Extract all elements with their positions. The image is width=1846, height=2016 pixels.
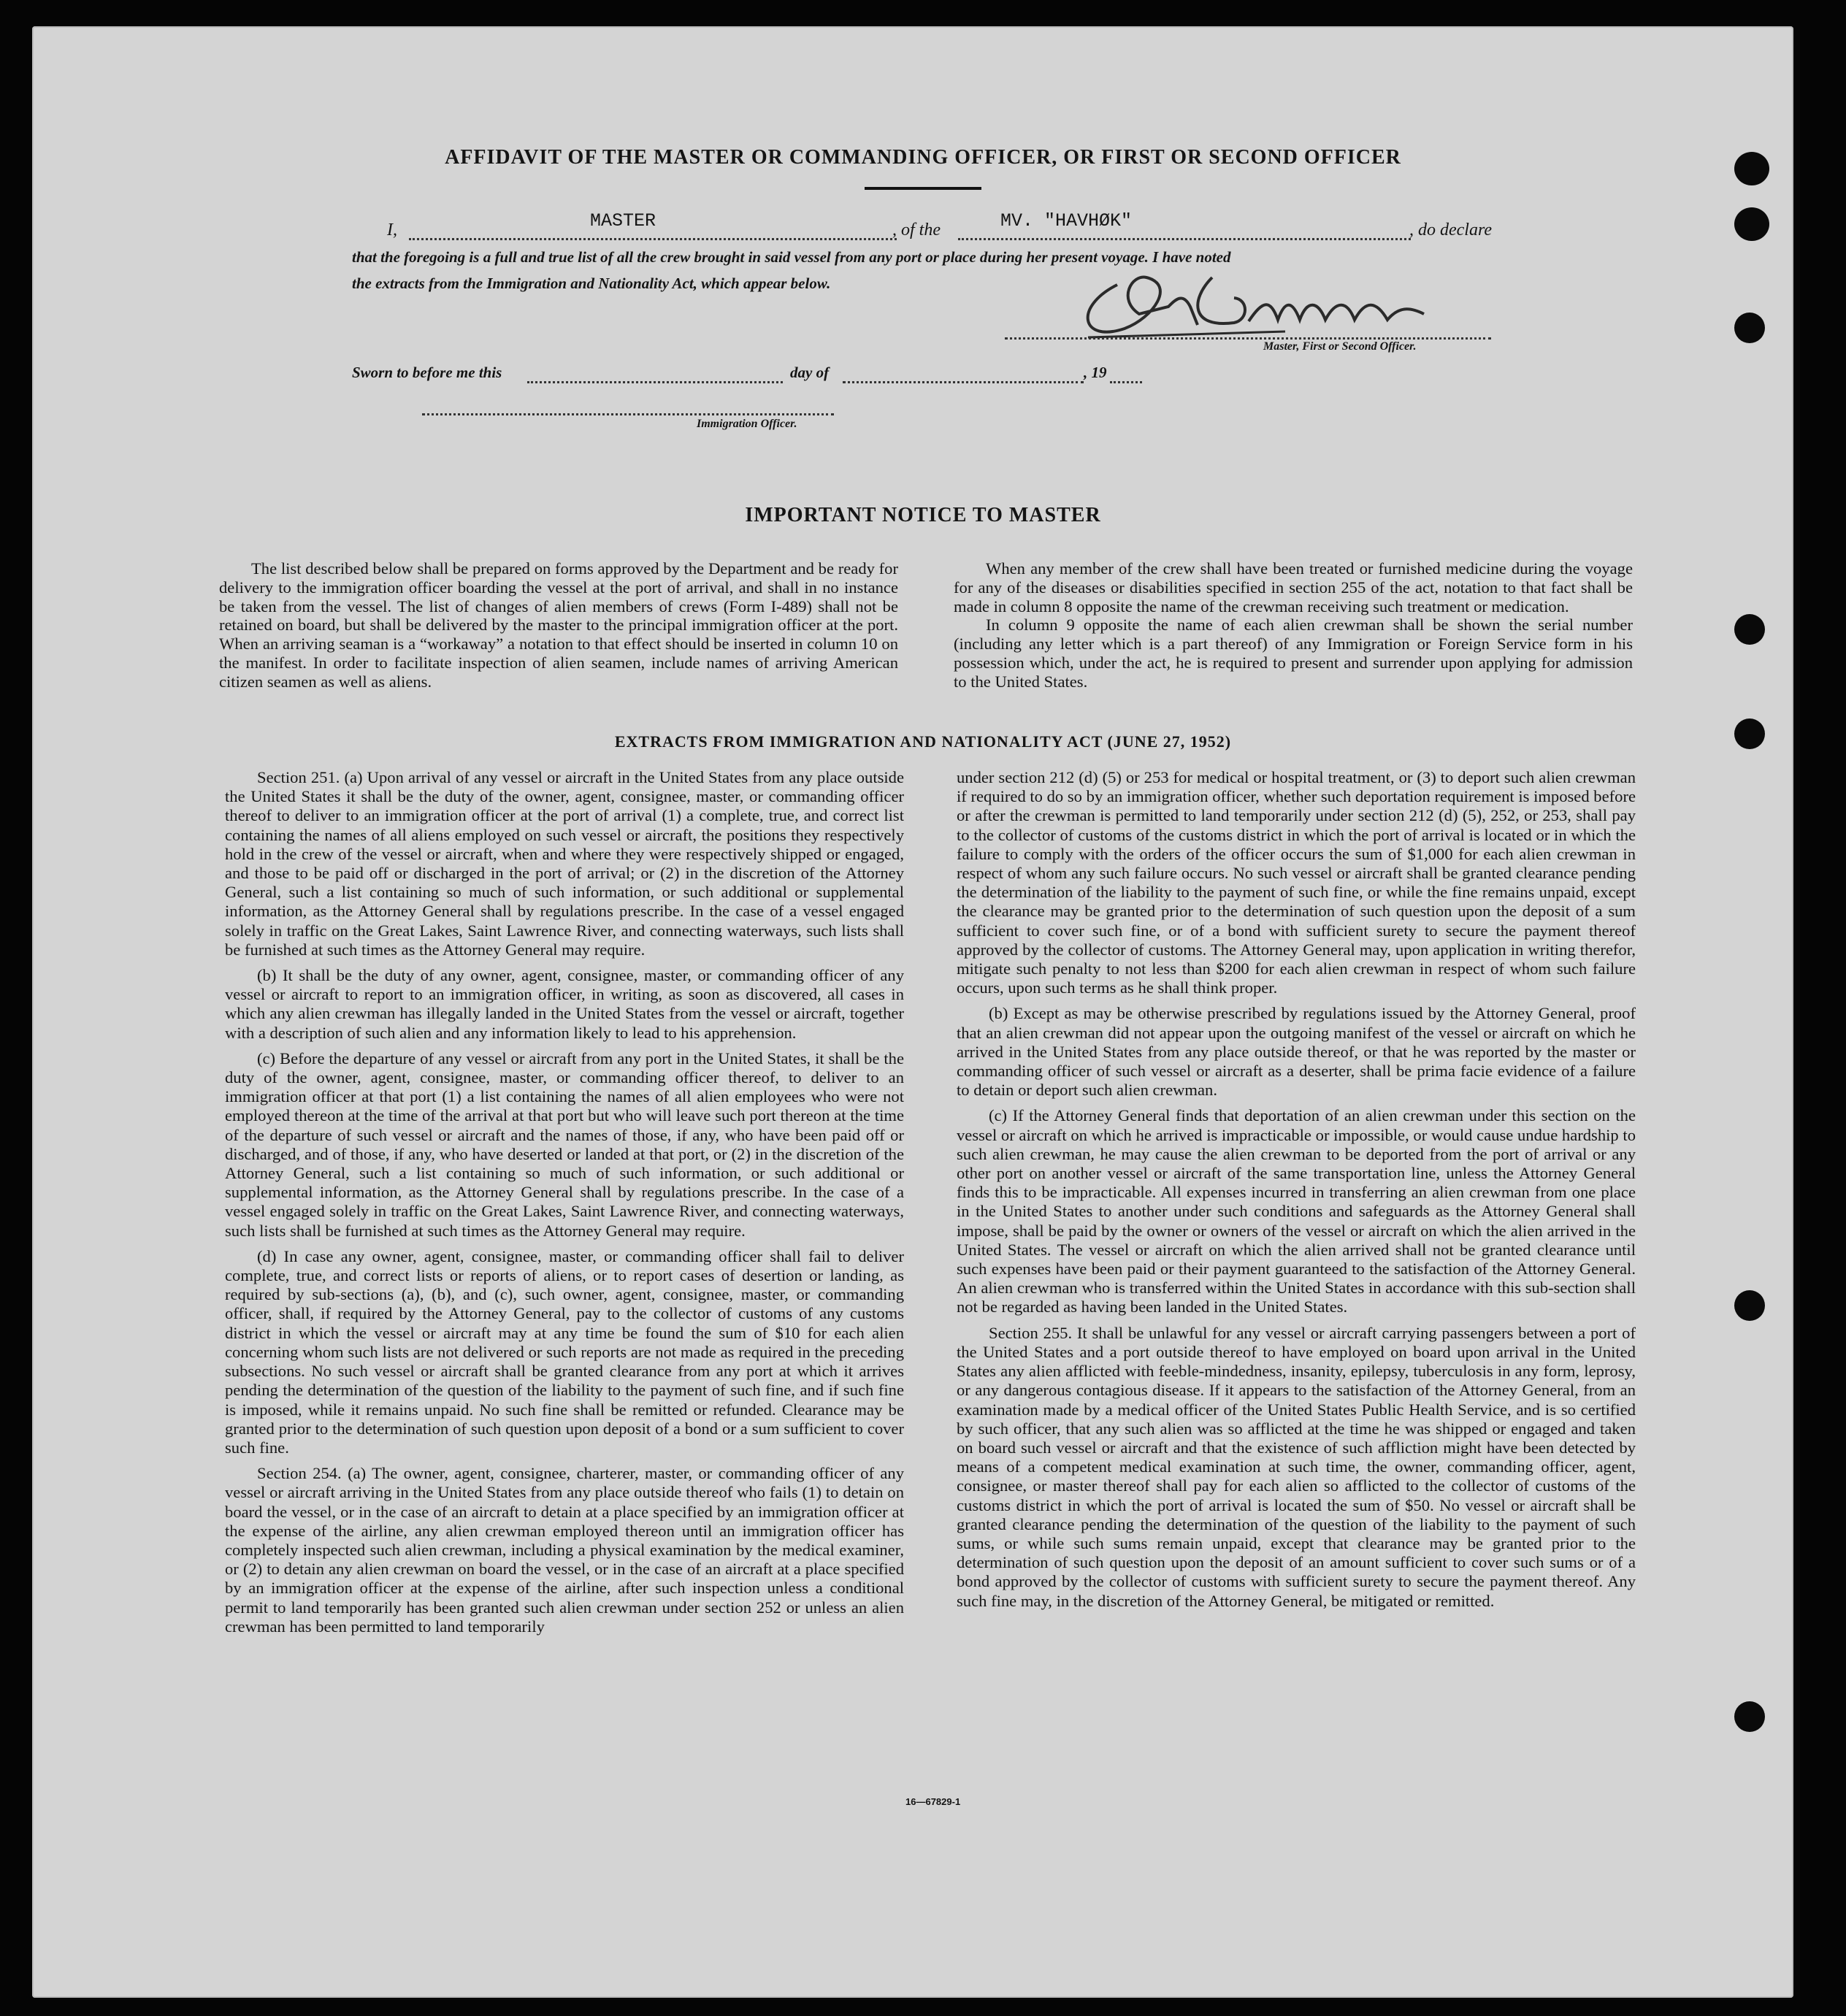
- section-254c: (c) If the Attorney General finds that deportation of an alien crewman under this section on the vessel or aircraft on which he arrived is impracticable or impossible, or would cause undue hardship to such alien crewman, he may cause the alien crewman to be deported from the port of arrival or any other port on another vessel or aircraft of the same transportation line, unless the Attorney General finds this to be impracticable. All expenses incurred in transferring an alien crewman from one place in the United States to another under such conditions and safeguards as the Attorney General shall impose, shall be paid by the owner or owners of the vessel or aircraft on which the alien arrived in the United States. The vessel or aircraft on which the alien arrived shall not be granted clearance until such expenses have been paid or their payment guaranteed to the satisfaction of the Attorney General. An alien crewman who is transferred within the United States in accordance with this sub-section shall not be regarded as having been landed in the United States.: [957, 1106, 1636, 1316]
- officer-caption: Immigration Officer.: [697, 418, 797, 430]
- binder-hole-6: [1734, 1290, 1765, 1321]
- extracts-left-column: [225, 768, 904, 1643]
- section-251c: (c) Before the departure of any vessel or aircraft from any port in the United States, it shall be the duty of the owner, agent, consignee, master, or commanding officer thereof, to deliver to an immigration officer at that port (1) a list containing the names of all alien employees who were not employed thereon at the time of the arrival at that port but who will leave such port thereon at the time of the departure of such vessel or aircraft and the names of those, if any, who have been paid off or discharged, and of those, if any, who have deserted or landed at that port, or (2) in the discretion of the Attorney General, such a list containing so much of such information, or such additional or supplemental information, as the Attorney General shall by regulations prescribe. In the case of a vessel engaged solely in traffic on the Great Lakes, Saint Lawrence River, and connecting waterways, such lists shall be furnished at such times as the Attorney General may require.: [225, 1049, 904, 1240]
- binder-hole-2: [1734, 207, 1769, 241]
- binder-hole-4: [1734, 614, 1765, 645]
- binder-hole-3: [1734, 313, 1765, 343]
- section-254a-continued: under section 212 (d) (5) or 253 for medical or hospital treatment, or (3) to deport such alien crewman if required to do so by an immigration officer, whether such deportation requirement is imposed before or after the crewman is permitted to land temporarily under section 212 (d) (5), 252, or 253, shall pay to the collector of customs of the customs district in which the port of arrival is located or in which the failure to comply with the orders of the officer occurs the sum of $1,000 for each alien crewman in respect of whom any such failure occurs. No such vessel or aircraft shall be granted clearance pending the determination of the liability to the payment of such fine, or while the fine remains unpaid, except the clearance may be granted prior to the determination of such question upon the deposit of a sum sufficient to cover such fine, or of a bond with sufficient surety to secure the payment thereof approved by the collector of customs. The Attorney General may, upon application in writing therefor, mitigate such penalty to not less than $200 for each alien crewman in respect of whom such failure occurs, upon such terms as he shall think proper.: [957, 768, 1636, 997]
- notice-right-p1: When any member of the crew shall have been treated or furnished medicine during the voyage for any of the diseases or disabilities specified in section 255 of the act, notation to that fact shall be made in column 8 opposite the name of the crewman receiving such treatment or medication.: [954, 559, 1633, 616]
- name-line: [409, 238, 897, 240]
- of-the-label: , of the: [892, 221, 941, 239]
- notice-right: [954, 559, 1633, 691]
- sworn-day-line: [527, 381, 783, 383]
- section-251b: (b) It shall be the duty of any owner, agent, consignee, master, or commanding officer of any vessel or aircraft to report to an immigration officer, in writing, as soon as discovered, all cases in which any alien crewman has illegally landed in the United States from the vessel or aircraft, together with a description of such alien and any information likely to lead to his apprehension.: [225, 966, 904, 1042]
- do-declare-label: , do declare: [1409, 221, 1493, 239]
- name-field[interactable]: MASTER: [590, 210, 656, 231]
- signature-line: [1005, 337, 1491, 340]
- vessel-field[interactable]: MV. "HAVHØK": [1000, 210, 1133, 231]
- officer-line: [422, 413, 834, 415]
- day-of-label: day of: [790, 364, 830, 381]
- affidavit-title: AFFIDAVIT OF THE MASTER OR COMMANDING OFFICER, OR FIRST OR SECOND OFFICER: [445, 146, 1401, 169]
- title-underline: [865, 187, 981, 190]
- section-255: Section 255. It shall be unlawful for any vessel or aircraft carrying passengers between a port of the United States and a port outside thereof to have employed on board upon arrival in the United States any alien afflicted with feeble-mindedness, insanity, epilepsy, tuberculosis in any form, leprosy, or any dangerous contagious disease. If it appears to the satisfaction of the Attorney General, from an examination made by a medical officer of the United States Public Health Service, and is so certified by such officer, that any such alien was so afflicted at the time he was shipped or engaged and taken on board such vessel or aircraft and that the existence of such affliction might have been detected by means of a competent medical examination at such time, the owner, commanding officer, agent, consignee, or master thereof shall pay for each alien so afflicted to the collector of customs of the customs district in which the port of arrival is located the sum of $50. No vessel or aircraft shall be granted clearance pending the determination of the question of the liability to the payment of such sums, or while such sums remain unpaid, except that clearance may be granted prior to the determination of such question upon the deposit of an amount sufficient to cover such sums or of a bond approved by the collector of customs with sufficient surety to secure the payment thereof. Any such fine may, in the discretion of the Attorney General, be mitigated or remitted.: [957, 1323, 1636, 1610]
- section-251d: (d) In case any owner, agent, consignee, master, or commanding officer shall fail to deliver complete, true, and correct lists or reports of aliens, or to report cases of desertion or landing, as required by sub-sections (a), (b), and (c), such owner, agent, consignee, master, or commanding officer, shall, if required by the Attorney General, pay to the collector of customs of any customs district in which the vessel or aircraft may at any time be found the sum of $10 for each alien concerning whom such lists are not delivered or such reports are not made as required in the preceding subsections. No such vessel or aircraft shall be granted clearance from any port at which it arrives pending the determination of the question of the liability to the payment of such fine, and if such fine is imposed, while it remains unpaid. No such fine shall be remitted or refunded. Clearance may be granted prior to the determination of such question upon deposit of a bond or a sum sufficient to cover such fine.: [225, 1246, 904, 1457]
- statement-line-1: that the foregoing is a full and true list of all the crew brought in said vessel from any port or place during her present voyage. I have noted: [352, 248, 1231, 266]
- extracts-right-column: [957, 768, 1636, 1617]
- section-251a: Section 251. (a) Upon arrival of any vessel or aircraft in the United States from any place outside the United States it shall be the duty of the owner, agent, consignee, master, or commanding officer thereof to deliver to an immigration officer at the port of arrival (1) a complete, true, and correct list containing the names of all aliens employed on such vessel or aircraft, the positions they respectively hold in the crew of the vessel or aircraft, when and where they were respectively shipped or engaged, and those to be paid off or discharged in the port of arrival; or (2) in the discretion of the Attorney General, such a list containing so much of such information, or such additional or supplemental information, as the Attorney General shall by regulations prescribe. In the case of a vessel engaged solely in traffic on the Great Lakes, Saint Lawrence River, and connecting waterways, such lists shall be furnished at such times as the Attorney General may require.: [225, 768, 904, 959]
- i-label: I,: [387, 221, 397, 239]
- extracts-title: EXTRACTS FROM IMMIGRATION AND NATIONALITY ACT (JUNE 27, 1952): [614, 732, 1232, 751]
- sworn-label: Sworn to before me this: [352, 364, 502, 381]
- signature-caption: Master, First or Second Officer.: [1263, 340, 1417, 353]
- year-label: , 19: [1084, 364, 1107, 381]
- sworn-month-line: [843, 381, 1084, 383]
- notice-title: IMPORTANT NOTICE TO MASTER: [745, 504, 1101, 526]
- vessel-line: [958, 238, 1411, 240]
- notice-left-text: The list described below shall be prepared on forms approved by the Department and be ready for delivery to the immigration officer boarding the vessel at the port of arrival, and shall in no instance be taken from the vessel. The list of changes of alien members of crews (Form I-489) shall not be retained on board, but shall be delivered by the master to the principal immigration officer at the port. When an arriving seaman is a “workaway” a notation to that effect should be inserted in column 10 on the manifest. In order to facilitate inspection of alien seamen, include names of arriving American citizen seamen as well as aliens.: [219, 559, 898, 691]
- statement-line-2: the extracts from the Immigration and Nationality Act, which appear below.: [352, 275, 831, 292]
- section-254a: Section 254. (a) The owner, agent, consignee, charterer, master, or commanding officer of any vessel or aircraft arriving in the United States from any place outside thereof who fails (1) to detain on board the vessel, or in the case of an aircraft to detain at a place specified by an immigration officer at the expense of the airline, any alien crewman employed thereon until an immigration officer has completely inspected such alien crewman, including a physical examination by the medical examiner, or (2) to detain any alien crewman on board the vessel, or in the case of an aircraft at a place specified by an immigration officer at the expense of the airline, after such inspection unless a conditional permit to land temporarily has been granted such alien crewman under section 252 or unless an alien crewman has been permitted to land temporarily: [225, 1464, 904, 1636]
- section-254b: (b) Except as may be otherwise prescribed by regulations issued by the Attorney General, proof that an alien crewman did not appear upon the outgoing manifest of the vessel or aircraft on which he arrived in the United States from any place outside thereof, or that he was reported by the master or commanding officer of such vessel or aircraft as a deserter, shall be prima facie evidence of a failure to detain or deport such alien crewman.: [957, 1004, 1636, 1100]
- notice-right-p2: In column 9 opposite the name of each alien crewman shall be shown the serial number (including any letter which is a part thereof) of any Immigration or Foreign Service form in his possession which, under the act, he is required to present and surrender upon applying for admission to the United States.: [954, 616, 1633, 691]
- master-signature: [1066, 256, 1475, 350]
- form-number: 16—67829-1: [905, 1796, 961, 1807]
- sworn-year-line: [1110, 381, 1142, 383]
- binder-hole-7: [1734, 1701, 1765, 1732]
- notice-left: [219, 559, 898, 691]
